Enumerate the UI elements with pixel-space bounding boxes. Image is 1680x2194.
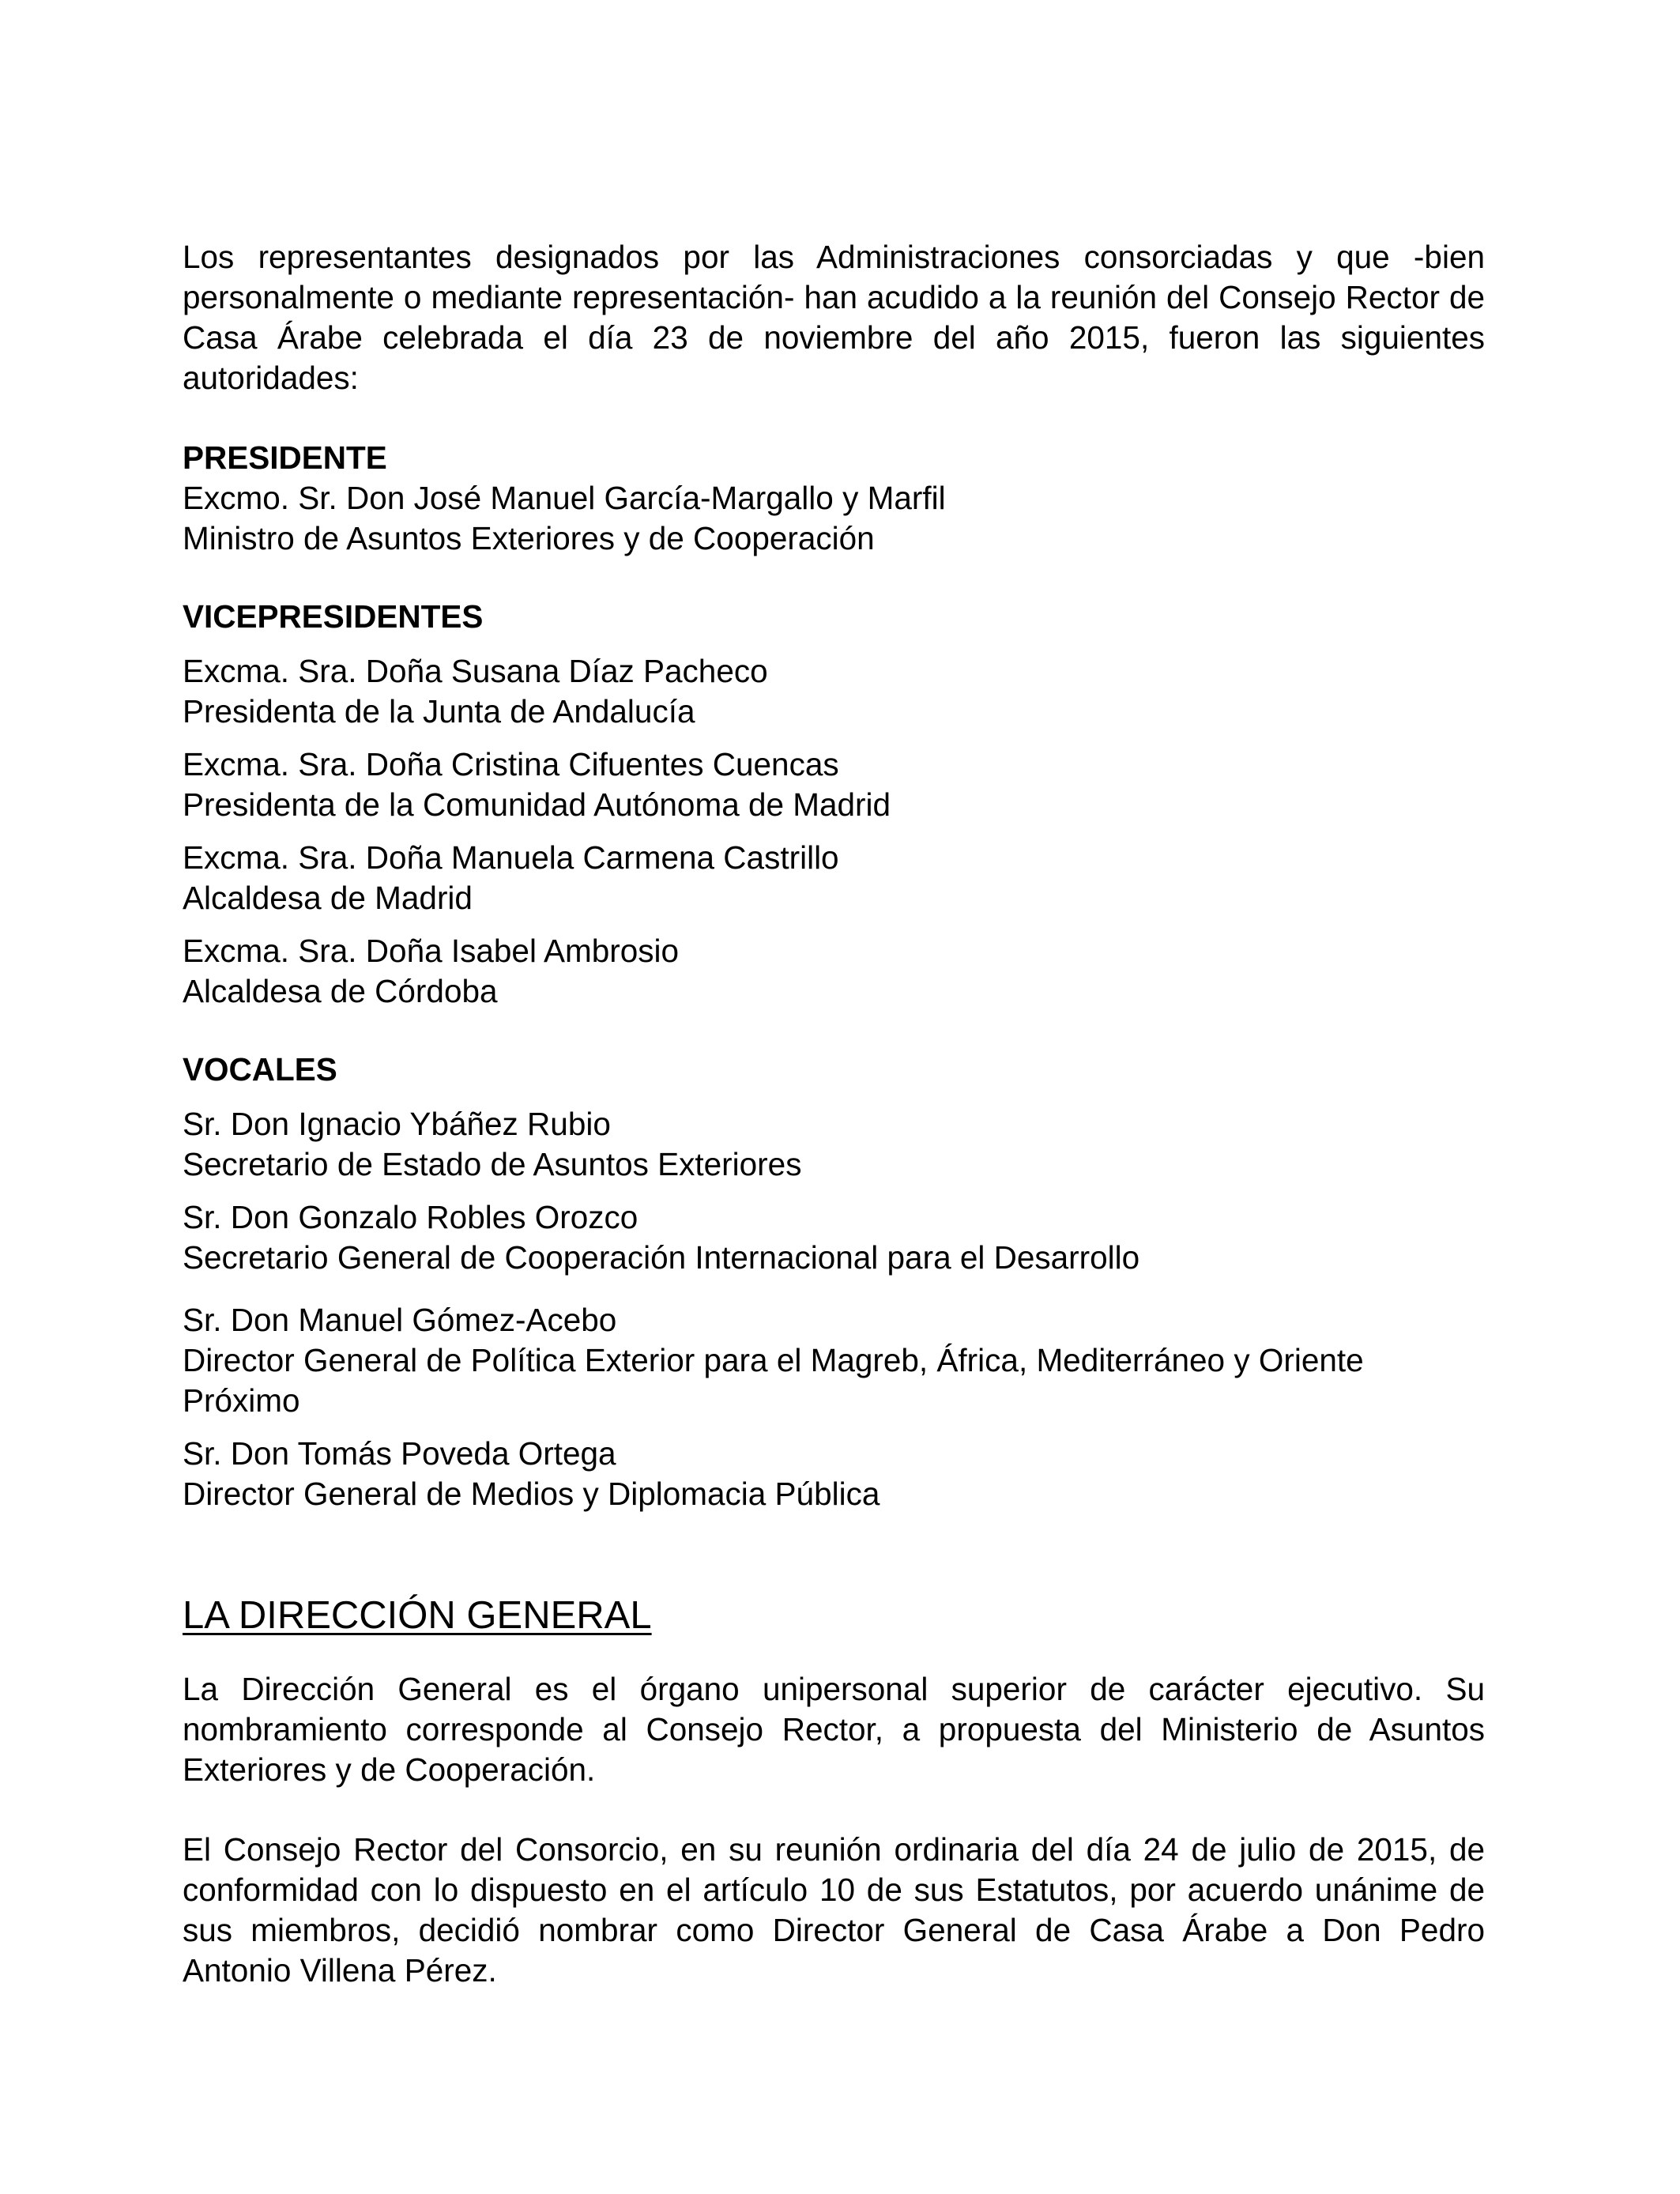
member-name: Excmo. Sr. Don José Manuel García-Margallo y Marfil xyxy=(183,480,946,516)
member-role: Presidenta de la Comunidad Autónoma de Madrid xyxy=(183,786,891,823)
direccion-paragraph: El Consejo Rector del Consorcio, en su reunión ordinaria del día 24 de julio de 2015, de conformidad con lo dispuesto en el artículo 10 de sus Estatutos, por acuerdo unánime de sus miembros, decidió nombrar como Director General de Casa Árabe a Don Pedro Antonio Villena Pérez. xyxy=(183,1831,1485,1989)
vocal-entry xyxy=(183,1434,1485,1514)
vicepresidente-entry xyxy=(183,651,1485,732)
member-role: Ministro de Asuntos Exteriores y de Cooperación xyxy=(183,520,875,556)
vicepresidente-entry xyxy=(183,931,1485,1012)
member-role: Presidenta de la Junta de Andalucía xyxy=(183,693,695,729)
presidente-section xyxy=(183,438,1485,559)
member-role: Director General de Medios y Diplomacia Pública xyxy=(183,1476,880,1512)
vicepresidente-entry xyxy=(183,745,1485,825)
vocales-section xyxy=(183,1050,1485,1514)
member-name: Excma. Sra. Doña Cristina Cifuentes Cuencas xyxy=(183,746,839,782)
member-name: Sr. Don Gonzalo Robles Orozco xyxy=(183,1199,638,1235)
member-name: Excma. Sra. Doña Manuela Carmena Castrillo xyxy=(183,839,839,876)
presidente-entry xyxy=(183,478,1485,559)
member-name: Sr. Don Ignacio Ybáñez Rubio xyxy=(183,1106,611,1142)
member-role: Director General de Política Exterior para el Magreb, África, Mediterráneo y Oriente Próximo xyxy=(183,1342,1364,1419)
member-name: Sr. Don Tomás Poveda Ortega xyxy=(183,1435,616,1472)
direccion-general-heading: LA DIRECCIÓN GENERAL xyxy=(183,1594,652,1637)
direccion-paragraph: La Dirección General es el órgano unipersonal superior de carácter ejecutivo. Su nombramiento corresponde al Consejo Rector, a propuesta del Ministerio de Asuntos Exteriores y de Cooperación. xyxy=(183,1671,1485,1788)
vicepresidentes-section xyxy=(183,597,1485,1012)
member-role: Secretario General de Cooperación Internacional para el Desarrollo xyxy=(183,1239,1140,1276)
document-page xyxy=(183,237,1485,1991)
member-name: Sr. Don Manuel Gómez-Acebo xyxy=(183,1302,617,1338)
vocal-entry xyxy=(183,1104,1485,1185)
vocales-heading: VOCALES xyxy=(183,1051,337,1088)
intro-paragraph: Los representantes designados por las Administraciones consorciadas y que -bien personalmente o mediante representación- han acudido a la reunión del Consejo Rector de Casa Árabe celebrada el día 23 de noviembre del año 2015, fueron las siguientes autoridades: xyxy=(183,239,1485,396)
vocal-entry xyxy=(183,1300,1485,1421)
presidente-heading: PRESIDENTE xyxy=(183,439,387,476)
member-role: Alcaldesa de Córdoba xyxy=(183,973,498,1009)
member-role: Alcaldesa de Madrid xyxy=(183,880,473,916)
vocal-entry xyxy=(183,1197,1485,1278)
direccion-general-section xyxy=(183,1592,1485,1991)
member-role: Secretario de Estado de Asuntos Exteriores xyxy=(183,1146,802,1182)
vicepresidente-entry xyxy=(183,838,1485,918)
member-name: Excma. Sra. Doña Susana Díaz Pacheco xyxy=(183,653,768,689)
member-name: Excma. Sra. Doña Isabel Ambrosio xyxy=(183,933,680,969)
vicepresidentes-heading: VICEPRESIDENTES xyxy=(183,598,484,635)
